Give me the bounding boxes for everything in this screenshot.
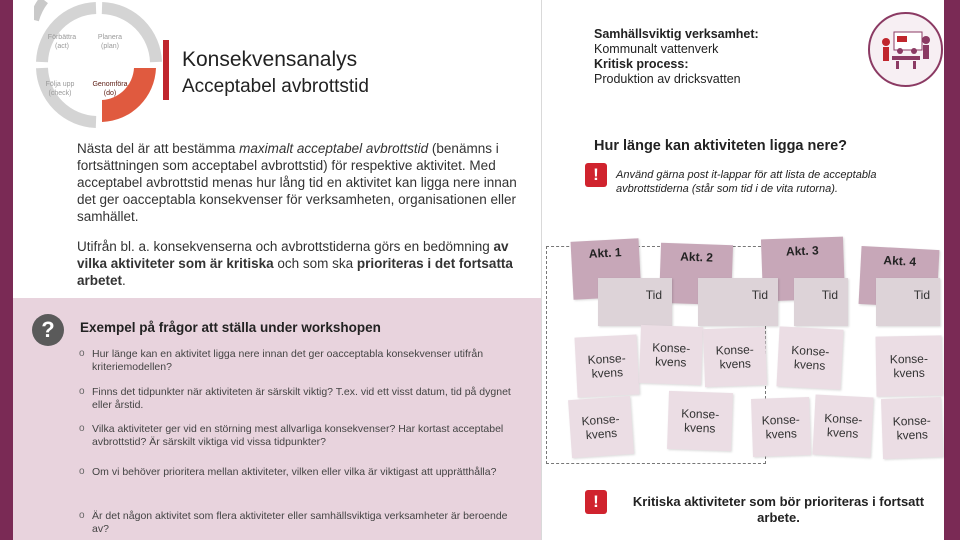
list-item <box>79 510 524 536</box>
time-note: Tid <box>598 278 672 326</box>
process-value: Produktion av dricksvatten <box>594 72 741 86</box>
bullet-icon: o <box>79 423 85 434</box>
question-text: Är det någon aktivitet som flera aktiviteter eller samhällsviktiga verksamheter är beroende av? <box>92 510 508 536</box>
consequence-note: Konse- kvens <box>875 335 942 396</box>
intro-text: (benämns i fortsättningen som acceptabel avbrottstid) för respektive aktivitet. Med acceptabel avbrottstid menas hur lång tid en aktivitet kan ligga nere innan det ger oacceptabla konsekvenser för verksamheten, organisationen eller samhället. <box>77 141 517 224</box>
consequence-note: Konse- kvens <box>574 334 639 397</box>
list-item <box>79 386 524 412</box>
intro-bold: av vilka aktiviteter som är kritiska <box>77 239 509 271</box>
label-plan: Planera (plan) <box>97 34 123 51</box>
left-accent-bar <box>0 0 13 540</box>
critical-activities-message: Kritiska aktiviteter som bör prioriteras i fortsatt arbete. <box>632 494 925 526</box>
list-item <box>79 423 524 449</box>
workshop-title: Exempel på frågor att ställa under workshopen <box>80 320 381 335</box>
intro-text: . <box>122 272 126 288</box>
label-check: Följa upp (check) <box>45 81 75 98</box>
consequence-note: Konse- kvens <box>639 325 703 385</box>
question-text: Hur länge kan en aktivitet ligga nere innan det ger oacceptabla konsekvenser utifrån kriteriemodellen? <box>92 348 484 374</box>
intro-text: och som ska <box>273 255 357 271</box>
consequence-note: Konse- kvens <box>667 391 733 451</box>
bullet-icon: o <box>79 348 85 359</box>
time-note: Tid <box>794 278 848 326</box>
consequence-note: Konse- kvens <box>776 326 843 389</box>
list-item <box>79 466 524 479</box>
activity-note: Akt. 4 <box>859 246 940 308</box>
title-accent <box>163 40 169 100</box>
activity-note: Akt. 3 <box>761 237 845 302</box>
intro-text: Nästa del är att bestämma <box>77 141 240 156</box>
consequence-note: Konse- kvens <box>751 397 811 457</box>
intro-paragraph-2 <box>77 239 517 290</box>
question-text: Om vi behöver prioritera mellan aktiviteter, vilken eller vilka är viktigast att upprätthålla? <box>92 466 497 478</box>
board-question: Hur länge kan aktiviteten ligga nere? <box>594 138 848 154</box>
question-text: Vilka aktiviteter ger vid en störning mest allvarliga konsekvenser? Har kortast acceptabel avbrottstid? Är särskilt viktiga vid vissa tidpunkter? <box>92 423 504 449</box>
question-icon: ? <box>32 314 64 346</box>
process-info <box>594 27 759 87</box>
list-item <box>79 348 524 374</box>
time-note: Tid <box>698 278 778 326</box>
org-value: Kommunalt vattenverk <box>594 42 719 56</box>
intro-paragraph-1 <box>77 141 517 225</box>
right-accent-bar <box>944 0 960 540</box>
exclamation-icon: ! <box>585 490 607 514</box>
process-label: Kritisk process: <box>594 57 689 71</box>
activity-note: Akt. 2 <box>659 243 733 305</box>
page-subtitle: Acceptabel avbrottstid <box>182 76 369 97</box>
vertical-divider <box>541 0 542 540</box>
intro-text: Utifrån bl. a. konsekvenserna och avbrottstiderna görs en bedömning <box>77 239 494 254</box>
bullet-icon: o <box>79 510 85 521</box>
pdca-cycle-diagram <box>34 0 164 130</box>
consequence-note: Konse- kvens <box>881 397 943 459</box>
consequence-note: Konse- kvens <box>568 396 634 458</box>
team-meeting-icon <box>868 12 943 87</box>
label-act: Förbättra (act) <box>47 34 77 51</box>
cycle-ring <box>34 0 164 130</box>
time-note: Tid <box>876 278 940 326</box>
label-do: Genomföra (do) <box>92 81 128 98</box>
bullet-icon: o <box>79 386 85 397</box>
question-text: Finns det tidpunkter när aktiviteten är särskilt viktig? T.ex. vid ett visst datum, tid på dygnet eller årstid. <box>92 386 511 412</box>
intro-bold: prioriteras i det fortsatta arbetet <box>77 255 513 288</box>
hint-text: Använd gärna post it-lappar för att lista de acceptabla avbrottstiderna (står som tid i de vita rutorna). <box>616 169 877 196</box>
page-title: Konsekvensanalys <box>182 48 358 71</box>
consequence-note: Konse- kvens <box>703 327 767 387</box>
activity-note: Akt. 1 <box>571 238 642 299</box>
consequence-note: Konse- kvens <box>812 395 873 458</box>
intro-emphasis: maximalt acceptabel avbrottstid <box>239 141 429 156</box>
exclamation-icon: ! <box>585 163 607 187</box>
bullet-icon: o <box>79 466 85 477</box>
org-label: Samhällsviktig verksamhet: <box>594 27 759 41</box>
